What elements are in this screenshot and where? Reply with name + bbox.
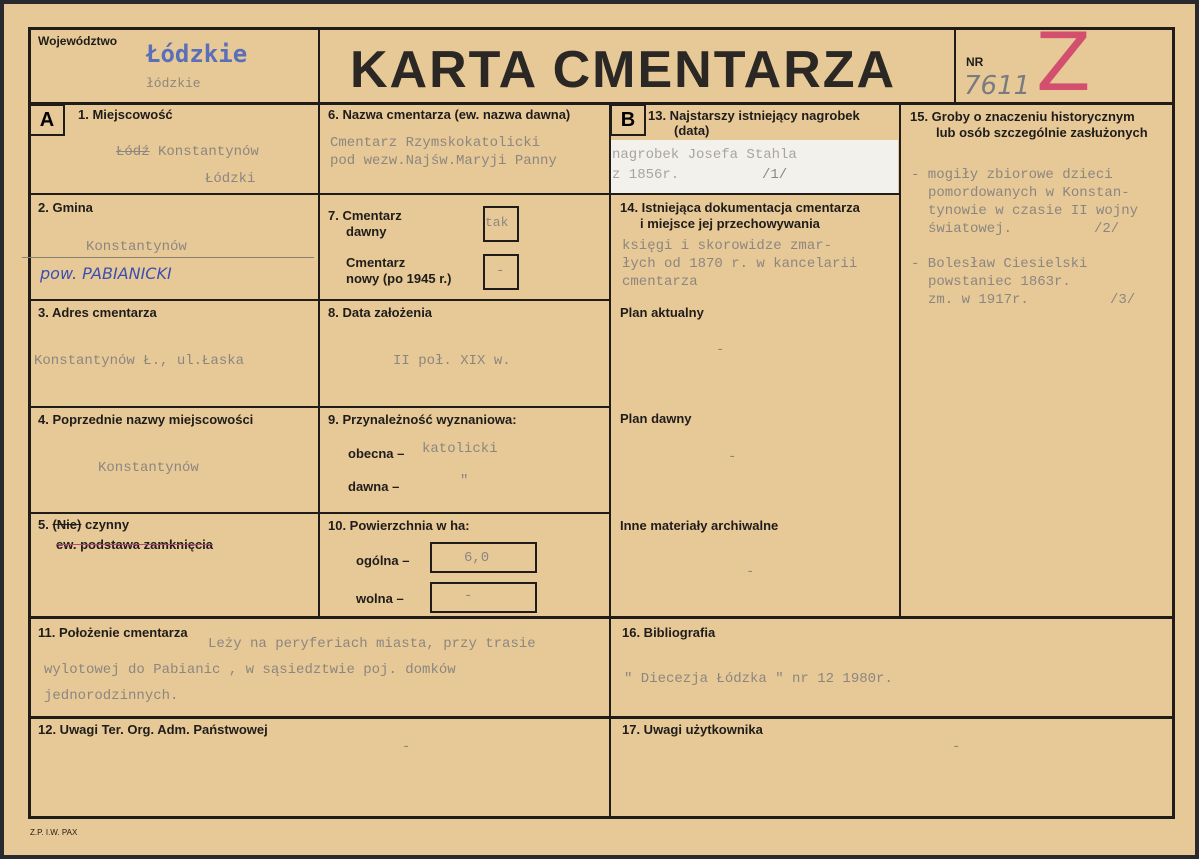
field-10-total-label: ogólna – (356, 553, 410, 568)
field-11-label: 11. Położenie cmentarza (38, 625, 188, 640)
field-13-line2: z 1856r. (612, 167, 680, 183)
divider (609, 103, 611, 818)
field-15-label-1: 15. Groby o znaczeniu historycznym (910, 109, 1135, 124)
nr-value: 7611 (964, 71, 1031, 101)
field-6-line2: pod wezw.Najśw.Maryji Panny (330, 153, 557, 169)
field-1-label: 1. Miejscowość (78, 107, 173, 122)
field-14-label-2: i miejsce jej przechowywania (640, 216, 820, 231)
field-14-line1: księgi i skorowidze zmar- (622, 238, 833, 254)
field-3-label: 3. Adres cmentarza (38, 305, 157, 320)
field-15-label-2: lub osób szczególnie zasłużonych (936, 125, 1148, 140)
field-13-line1: nagrobek Josefa Stahla (612, 147, 797, 163)
field-4-label: 4. Poprzednie nazwy miejscowości (38, 412, 254, 427)
divider (28, 716, 1175, 719)
field-15-e2-l2: powstaniec 1863r. (928, 274, 1071, 290)
divider (28, 406, 610, 408)
field-6-label: 6. Nazwa cmentarza (ew. nazwa dawna) (328, 107, 571, 122)
field-13-label-2: (data) (674, 123, 710, 138)
field-7-old-checkbox[interactable] (483, 206, 519, 242)
nr-label: NR (966, 55, 984, 69)
field-14-line2: łych od 1870 r. w kancelarii (622, 256, 858, 272)
divider (318, 27, 320, 104)
field-15-e2-l1: - Bolesław Ciesielski (911, 256, 1088, 272)
field-11-line3: jednorodzinnych. (44, 688, 179, 704)
field-15-e2-ref: /3/ (1110, 292, 1136, 308)
field-5-label: 5. (Nie) czynny (38, 517, 130, 532)
field-1-value: Konstantynów (158, 144, 259, 160)
field-10-free-value: - (464, 588, 473, 604)
field-15-e1-l3: tynowie w czasie II wojny (928, 203, 1139, 219)
field-15-e1-ref: /2/ (1094, 221, 1120, 237)
field-15-e2-l3: zm. w 1917r. (928, 292, 1029, 308)
field-4-value: Konstantynów (98, 460, 199, 476)
field-17-value: - (952, 739, 961, 755)
field-5-sub-struck: ew. podstawa zamknięcia (56, 537, 214, 552)
field-11-line2: wylotowej do Pabianic , w sąsiedztwie poj. domków (44, 662, 456, 678)
printer-mark: Z.P. I.W. PAX (30, 828, 78, 837)
field-11-line1: Leży na peryferiach miasta, przy trasie (208, 636, 536, 652)
field-2-handwritten: pow. PABIANICKI (40, 264, 172, 283)
plan-old-value: - (728, 449, 737, 465)
field-16-label: 16. Bibliografia (622, 625, 716, 640)
field-10-free-input[interactable] (430, 582, 537, 613)
field-2-label: 2. Gmina (38, 200, 93, 215)
field-7-new-label-1: Cmentarz (346, 255, 406, 270)
field-10-total-input[interactable] (430, 542, 537, 573)
plan-current-value: - (716, 342, 725, 358)
divider (28, 512, 610, 514)
field-8-label: 8. Data założenia (328, 305, 433, 320)
field-9-label: 9. Przynależność wyznaniowa: (328, 412, 517, 427)
field-10-free-label: wolna – (356, 591, 404, 606)
divider (28, 616, 1175, 619)
field-17-label: 17. Uwagi użytkownika (622, 722, 763, 737)
voivodeship-stamp: Łódzkie (146, 40, 248, 68)
field-1-value2: Łódzki (205, 171, 256, 187)
section-a-tag: A (29, 104, 65, 136)
divider (28, 299, 610, 301)
field-7-new-value: - (496, 263, 505, 279)
field-7-new-label-2: nowy (po 1945 r.) (346, 271, 452, 286)
other-materials-value: - (746, 564, 755, 580)
divider (28, 193, 900, 195)
field-10-total-value: 6,0 (464, 550, 490, 566)
field-5-struck: (Nie) (52, 517, 82, 532)
field-14-line3: cmentarza (622, 274, 698, 290)
field-10-label: 10. Powierzchnia w ha: (328, 518, 470, 533)
voivodeship-typed: łódzkie (146, 76, 201, 91)
field-3-value: Konstantynów Ł., ul.Łaska (34, 353, 245, 369)
divider (28, 102, 1175, 105)
page-title: KARTA CMENTARZA (350, 41, 897, 99)
divider (954, 27, 956, 104)
divider (899, 103, 901, 617)
field-9-former-label: dawna – (348, 479, 400, 494)
field-9-former-value: " (460, 473, 469, 489)
field-2-value: Konstantynów (86, 239, 187, 255)
frame-right (1172, 27, 1175, 819)
field-14-label-1: 14. Istniejąca dokumentacja cmentarza (620, 200, 860, 215)
field-13-label-1: 13. Najstarszy istniejący nagrobek (648, 108, 860, 123)
field-7-old-label-2: dawny (346, 224, 387, 239)
underline (22, 257, 314, 258)
other-materials-label: Inne materiały archiwalne (620, 518, 779, 533)
field-6-line1: Cmentarz Rzymskokatolicki (330, 135, 541, 151)
field-12-label: 12. Uwagi Ter. Org. Adm. Państwowej (38, 722, 268, 737)
field-15-e1-l1: - mogiły zbiorowe dzieci (911, 167, 1113, 183)
field-15-e1-l2: pomordowanych w Konstan- (928, 185, 1130, 201)
nr-mark: Z (1036, 16, 1091, 109)
field-8-value: II poł. XIX w. (393, 353, 511, 369)
field-9-current-value: katolicki (422, 441, 498, 457)
field-12-value: - (402, 739, 411, 755)
field-7-old-label-1: 7. Cmentarz (328, 208, 402, 223)
frame-top (28, 27, 1175, 30)
field-5-text: czynny (81, 517, 130, 532)
divider (318, 103, 320, 617)
plan-old-label: Plan dawny (620, 411, 692, 426)
field-7-old-value: tak (485, 215, 509, 230)
field-16-value: " Diecezja Łódzka " nr 12 1980r. (624, 671, 893, 687)
field-1-struck: Łódź (116, 144, 150, 160)
section-b-tag: B (610, 104, 646, 136)
voivodeship-label: Województwo (38, 34, 118, 48)
field-7-new-checkbox[interactable] (483, 254, 519, 290)
field-15-e1-l4: światowej. (928, 221, 1013, 237)
plan-current-label: Plan aktualny (620, 305, 704, 320)
field-13-ref: /1/ (762, 167, 788, 183)
frame-left (28, 27, 31, 819)
frame-bottom (28, 816, 1175, 819)
field-9-current-label: obecna – (348, 446, 405, 461)
